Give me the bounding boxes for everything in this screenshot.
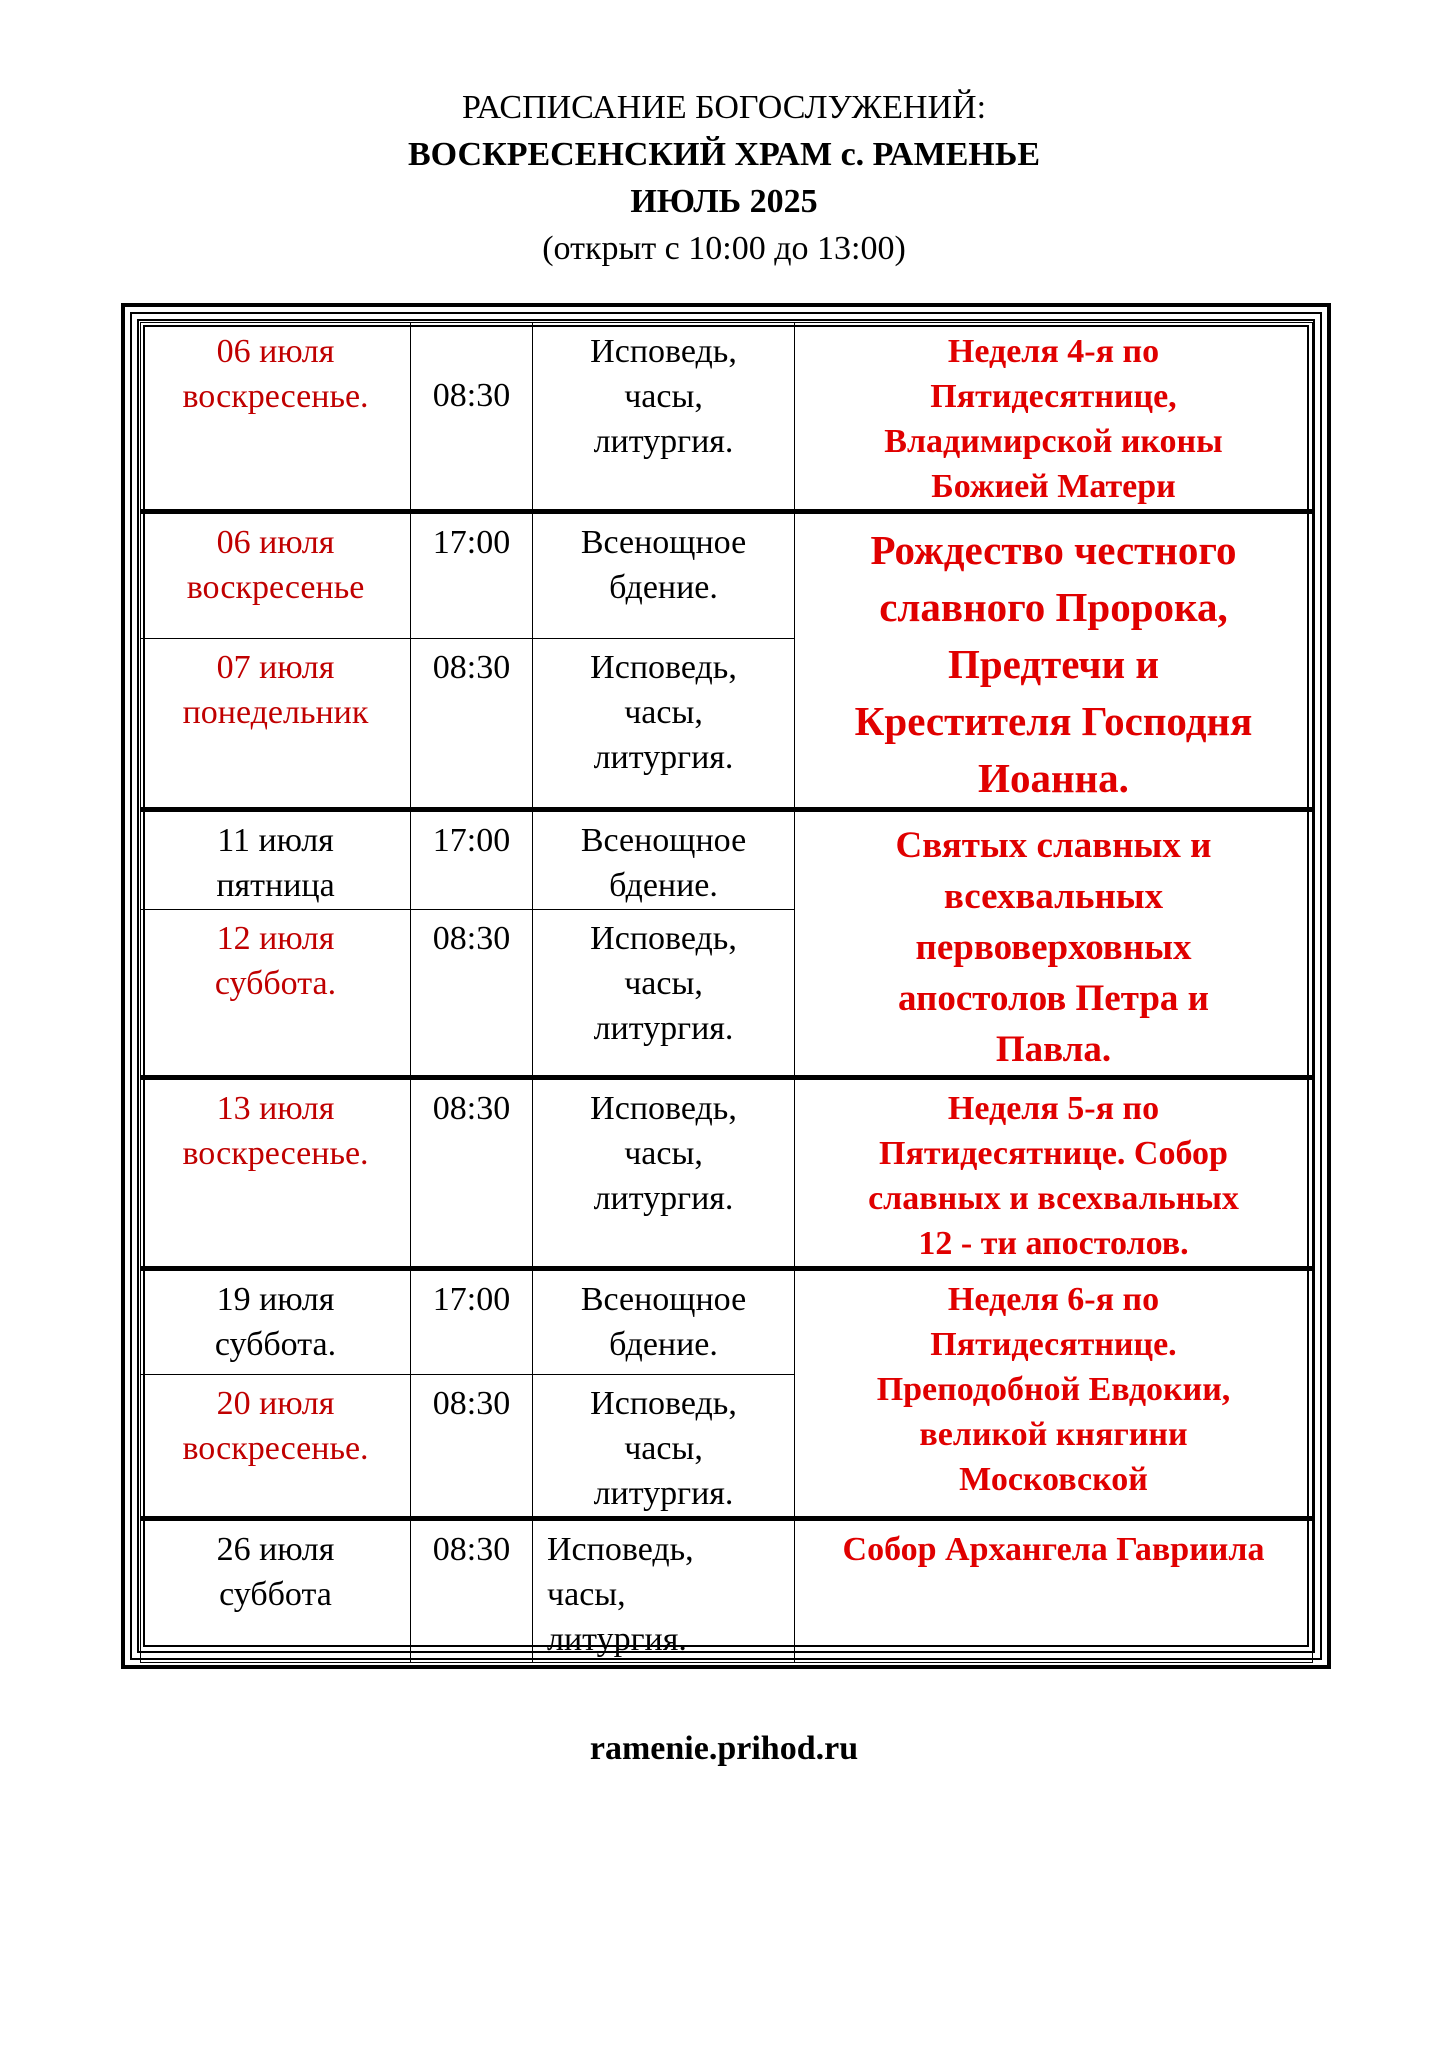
time-cell — [411, 910, 533, 1078]
time-text: 08:30 — [432, 649, 511, 687]
feast-line: славного Пророка, — [879, 584, 1228, 630]
feast-line: славных и всехвальных — [868, 1180, 1239, 1217]
feast-line: всехвальных — [943, 876, 1164, 917]
date-text: 06 июля — [216, 333, 335, 370]
date-text: 12 июля — [216, 920, 335, 958]
weekday-text: воскресенье. — [182, 1135, 369, 1172]
service-cell — [533, 323, 795, 512]
weekday-text: суббота. — [214, 1326, 337, 1363]
service-cell — [533, 910, 795, 1078]
service-line: литургия. — [593, 423, 734, 460]
feast-cell — [795, 323, 1313, 512]
time-cell — [411, 1269, 533, 1375]
service-line: Исповедь, — [590, 920, 737, 958]
temple-name: ВОСКРЕСЕНСКИЙ ХРАМ с. РАМЕНЬЕ — [407, 136, 1041, 173]
website-link[interactable]: ramenie.prihod.ru — [589, 1730, 859, 1767]
service-cell — [533, 512, 795, 639]
feast-line: Божией Матери — [931, 468, 1176, 505]
service-line: Всенощное — [580, 524, 747, 561]
service-line: Исповедь, — [547, 1531, 694, 1568]
table-row — [141, 1078, 1313, 1269]
weekday-text: воскресенье. — [182, 1430, 369, 1467]
time-text: 08:30 — [432, 1385, 511, 1422]
feast-line: первоверховных — [915, 927, 1192, 968]
feast-line: Собор Архангела Гавриила — [842, 1531, 1265, 1568]
table-row — [141, 512, 1313, 639]
feast-cell — [795, 1269, 1313, 1519]
service-line: часы, — [624, 965, 703, 1003]
service-cell — [533, 1519, 795, 1663]
date-cell — [141, 1375, 411, 1519]
date-cell — [141, 1269, 411, 1375]
service-line: часы, — [624, 694, 703, 732]
weekday-text: воскресенье. — [182, 378, 369, 415]
service-cell — [533, 1078, 795, 1269]
date-text: 07 июля — [216, 649, 335, 687]
time-cell — [411, 810, 533, 910]
service-cell — [533, 1375, 795, 1519]
weekday-text: суббота. — [214, 965, 337, 1003]
feast-line: Крестителя Господня — [854, 698, 1253, 744]
feast-line: Предтечи и — [947, 641, 1160, 687]
time-cell — [411, 1375, 533, 1519]
table-row — [141, 323, 1313, 512]
service-line: литургия. — [593, 1475, 734, 1512]
weekday-text: суббота — [219, 1576, 332, 1613]
schedule-title: РАСПИСАНИЕ БОГОСЛУЖЕНИЙ: — [461, 89, 987, 126]
date-cell — [141, 512, 411, 639]
feast-line: Рождество честного — [870, 527, 1237, 573]
service-line: литургия. — [547, 1621, 687, 1658]
table-row — [141, 1269, 1313, 1375]
time-text: 08:30 — [432, 1531, 511, 1568]
feast-line: 12 - ти апостолов. — [918, 1225, 1189, 1262]
weekday-text: воскресенье — [186, 569, 365, 606]
date-text: 19 июля — [216, 1281, 335, 1318]
time-cell — [411, 1519, 533, 1663]
time-text: 17:00 — [432, 524, 511, 561]
service-cell — [533, 639, 795, 810]
service-line: Всенощное — [580, 822, 747, 859]
feast-line: Неделя 6-я по — [947, 1281, 1160, 1318]
service-line: часы, — [547, 1576, 626, 1613]
service-line: Всенощное — [580, 1281, 747, 1318]
weekday-text: пятница — [216, 867, 335, 904]
feast-cell — [795, 810, 1313, 1078]
feast-line: Московской — [959, 1461, 1148, 1498]
service-cell — [533, 1269, 795, 1375]
time-text: 08:30 — [432, 1090, 511, 1127]
feast-line: Пятидесятнице. — [930, 1326, 1177, 1363]
feast-line: Павла. — [995, 1029, 1112, 1070]
feast-line: Преподобной Евдокии, — [876, 1371, 1231, 1408]
feast-cell — [795, 1519, 1313, 1663]
schedule-header — [0, 84, 1448, 272]
table-row — [141, 810, 1313, 910]
weekday-text: понедельник — [182, 694, 369, 732]
time-cell — [411, 1078, 533, 1269]
date-cell — [141, 639, 411, 810]
time-text: 17:00 — [432, 822, 511, 859]
service-line: литургия. — [593, 1010, 734, 1048]
service-line: бдение. — [609, 867, 718, 904]
feast-line: Иоанна. — [978, 755, 1129, 801]
service-line: часы, — [624, 1135, 703, 1172]
date-cell — [141, 810, 411, 910]
feast-line: Пятидесятнице. Собор — [879, 1135, 1228, 1172]
date-cell — [141, 910, 411, 1078]
service-line: часы, — [624, 378, 703, 415]
date-text: 06 июля — [216, 524, 335, 561]
service-cell — [533, 810, 795, 910]
time-text: 08:30 — [432, 377, 511, 414]
date-cell — [141, 1078, 411, 1269]
date-cell — [141, 323, 411, 512]
feast-line: Неделя 4-я по — [947, 333, 1160, 370]
time-cell — [411, 639, 533, 810]
service-line: Исповедь, — [590, 1090, 737, 1127]
time-cell — [411, 323, 533, 512]
feast-line: Святых славных и — [895, 825, 1212, 866]
service-line: литургия. — [593, 1180, 734, 1217]
service-line: бдение. — [609, 569, 718, 606]
feast-line: Неделя 5-я по — [947, 1090, 1160, 1127]
time-text: 17:00 — [432, 1281, 511, 1318]
date-text: 13 июля — [216, 1090, 335, 1127]
feast-cell — [795, 512, 1313, 810]
schedule-table — [140, 322, 1313, 1663]
table-row — [141, 1519, 1313, 1663]
date-text: 20 июля — [216, 1385, 335, 1422]
service-line: Исповедь, — [590, 649, 737, 687]
feast-line: Пятидесятнице, — [930, 378, 1177, 415]
time-cell — [411, 512, 533, 639]
service-line: литургия. — [593, 739, 734, 777]
service-line: Исповедь, — [590, 1385, 737, 1422]
date-cell — [141, 1519, 411, 1663]
service-line: часы, — [624, 1430, 703, 1467]
month-year: ИЮЛЬ 2025 — [630, 183, 818, 220]
feast-line: апостолов Петра и — [898, 978, 1209, 1019]
service-line: Исповедь, — [590, 333, 737, 370]
feast-line: Владимирской иконы — [884, 423, 1223, 460]
feast-cell — [795, 1078, 1313, 1269]
date-text: 26 июля — [216, 1531, 335, 1568]
date-text: 11 июля — [217, 822, 334, 859]
opening-hours: (открыт с 10:00 до 13:00) — [542, 230, 906, 267]
time-text: 08:30 — [432, 920, 511, 958]
service-line: бдение. — [609, 1326, 718, 1363]
feast-line: великой княгини — [919, 1416, 1188, 1453]
